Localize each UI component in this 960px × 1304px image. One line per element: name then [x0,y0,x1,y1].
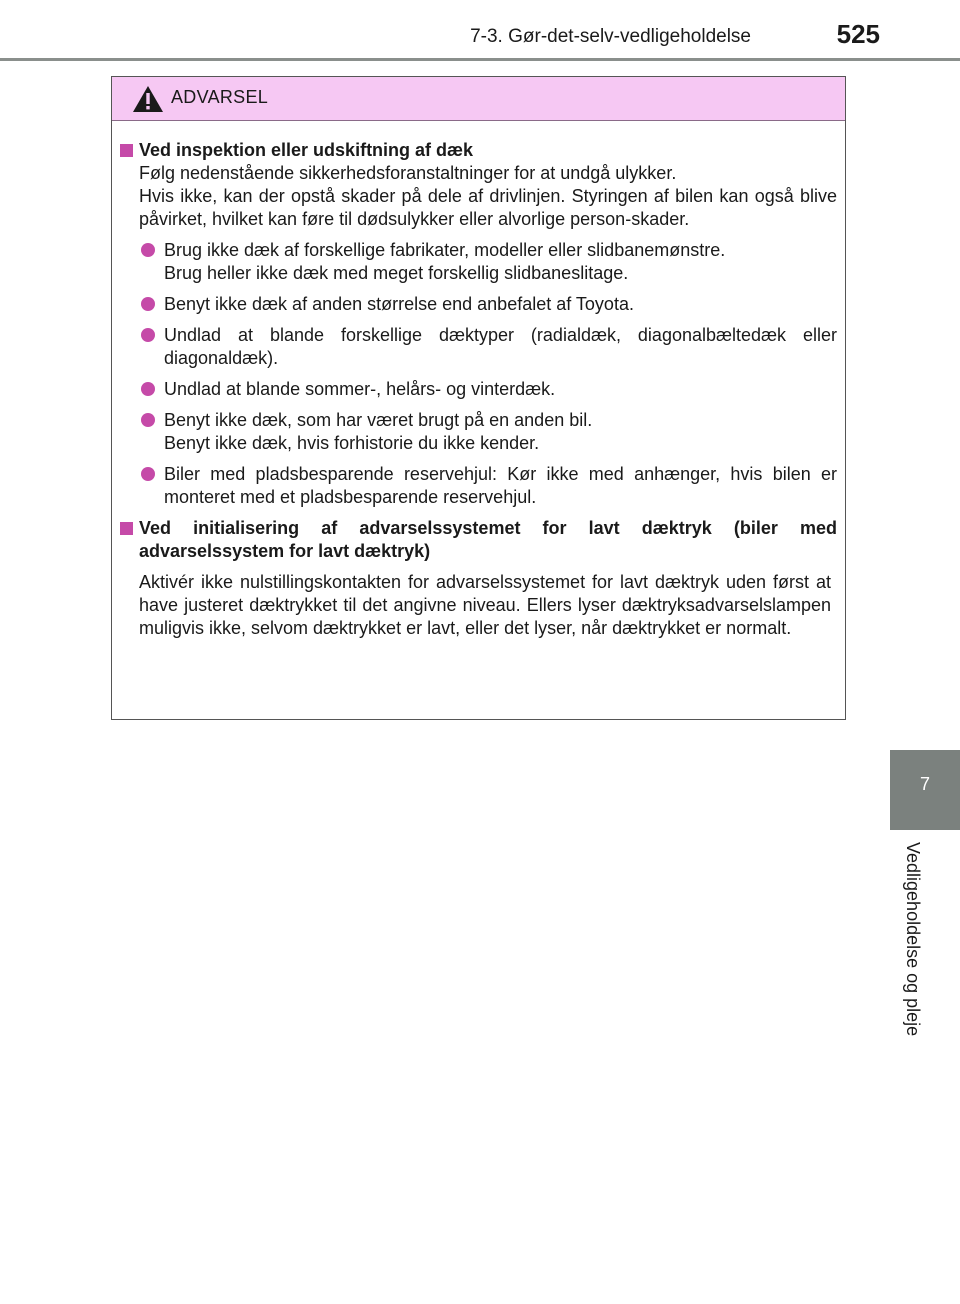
bullet-line-1: Biler med pladsbesparende reservehjul: Kør ikke med anhænger, hvis bilen er monteret med et pladsbesparende reservehjul. [164,464,837,507]
intro-line-2: Hvis ikke, kan der opstå skader på dele af drivlinjen. Styringen af bilen kan også blive påvirket, hvilket kan føre til dødsulykker eller alvorlige person-skader. [139,186,837,229]
header-title: 7-3. Gør-det-selv-vedligeholdelse [470,26,751,47]
bullet-line-1: Undlad at blande sommer-, helårs- og vinterdæk. [164,379,556,399]
section-body: Aktivér ikke nulstillingskontakten for advarselssystemet for lavt dæktryk uden først at have justeret dæktrykket til det angivne niveau. Ellers lyser dæktryksadvarselslampen muligvis ikke, selvom dæktrykket er lavt, eller det lyser, når dæktrykket er normalt. [139,572,831,638]
section-tire-inspection [120,139,837,509]
intro-line-1: Følg nedenstående sikkerhedsforanstaltninger for at undgå ulykker. [139,163,677,183]
section-intro [139,162,837,231]
list-item [139,239,837,285]
bullet-line-1: Brug ikke dæk af forskellige fabrikater, modeller eller slidbanemønstre. [164,240,726,260]
bullet-dot [141,328,155,342]
bullet-text [164,324,837,370]
bullet-dot [141,413,155,427]
section-tpws-init [120,517,837,640]
bullet-line-1: Benyt ikke dæk, som har været brugt på en anden bil. [164,410,593,430]
list-item [139,409,837,455]
bullet-text [164,378,837,401]
bullet-text [164,409,837,455]
bullet-line-1: Benyt ikke dæk af anden størrelse end anbefalet af Toyota. [164,294,634,314]
section-marker [120,522,133,535]
bullet-text [164,293,837,316]
warning-body [112,121,845,640]
list-item [139,293,837,316]
chapter-tab[interactable] [890,750,960,830]
page-number: 525 [836,19,880,49]
chapter-label: Vedligeholdelse og pleje [903,842,923,1037]
bullet-line-1: Undlad at blande forskellige dæktyper (radialdæk, diagonalbæltedæk eller diagonaldæk). [164,325,837,368]
section-marker [120,144,133,157]
bullet-dot [141,382,155,396]
warning-header [112,77,845,121]
list-item [139,463,837,509]
bullet-dot [141,467,155,481]
list-item [139,324,837,370]
section-heading: Ved initialisering af advarselssystemet for lavt dæktryk (biler med advarselssystem for lavt dæktryk) [139,518,837,561]
list-item [139,378,837,401]
bullet-text [164,463,837,509]
bullet-text [164,239,837,285]
bullet-dot [141,243,155,257]
bullet-dot [141,297,155,311]
bullet-line-2: Benyt ikke dæk, hvis forhistorie du ikke kender. [164,433,540,453]
header-rule [0,58,960,61]
section-heading: Ved inspektion eller udskiftning af dæk [139,140,474,160]
bullet-line-2: Brug heller ikke dæk med meget forskellig slidbaneslitage. [164,263,629,283]
chapter-tab-number: 7 [919,774,930,794]
warning-triangle-icon [132,85,164,113]
warning-box [111,76,846,720]
warning-title: ADVARSEL [171,87,269,107]
